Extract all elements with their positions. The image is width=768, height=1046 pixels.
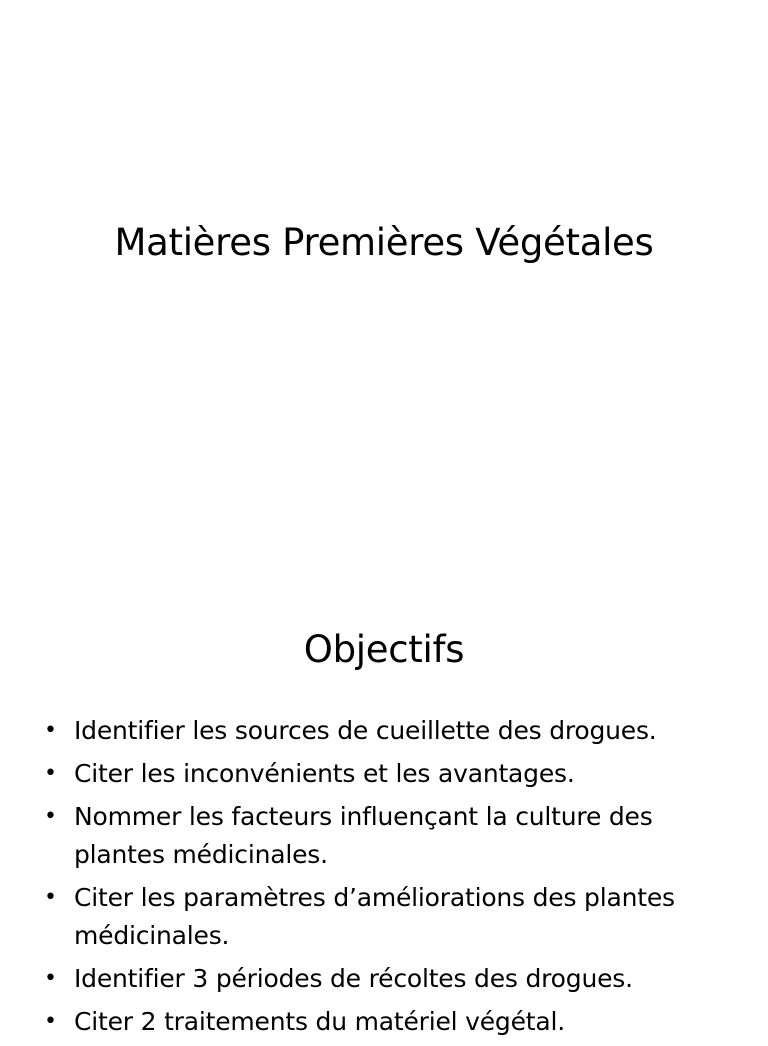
bullet-icon: • (44, 804, 57, 829)
list-item (44, 960, 744, 998)
bullet-icon: • (44, 718, 57, 743)
list-item-text: Identifier les sources de cueillette des drogues. (74, 716, 657, 745)
list-item-text: Identifier 3 périodes de récoltes des drogues. (74, 964, 633, 993)
slide-1-title: Matières Premières Végétales (114, 221, 654, 264)
list-item-text: Citer les inconvénients et les avantages. (74, 759, 575, 788)
objectives-list (44, 712, 744, 1046)
list-item (44, 755, 744, 793)
list-item (44, 1003, 744, 1041)
list-item-text: Citer 2 traitements du matériel végétal. (74, 1007, 565, 1036)
bullet-icon: • (44, 761, 57, 786)
bullet-icon: • (44, 1009, 57, 1034)
list-item-text: Citer les paramètres d’améliorations des plantes médicinales. (74, 883, 675, 950)
list-item (44, 798, 744, 874)
list-item (44, 712, 744, 750)
list-item-text: Nommer les facteurs influençant la culture des plantes médicinales. (74, 802, 653, 869)
list-item (44, 879, 744, 955)
slide-2-title: Objectifs (303, 628, 465, 671)
bullet-icon: • (44, 966, 57, 991)
bullet-icon: • (44, 885, 57, 910)
